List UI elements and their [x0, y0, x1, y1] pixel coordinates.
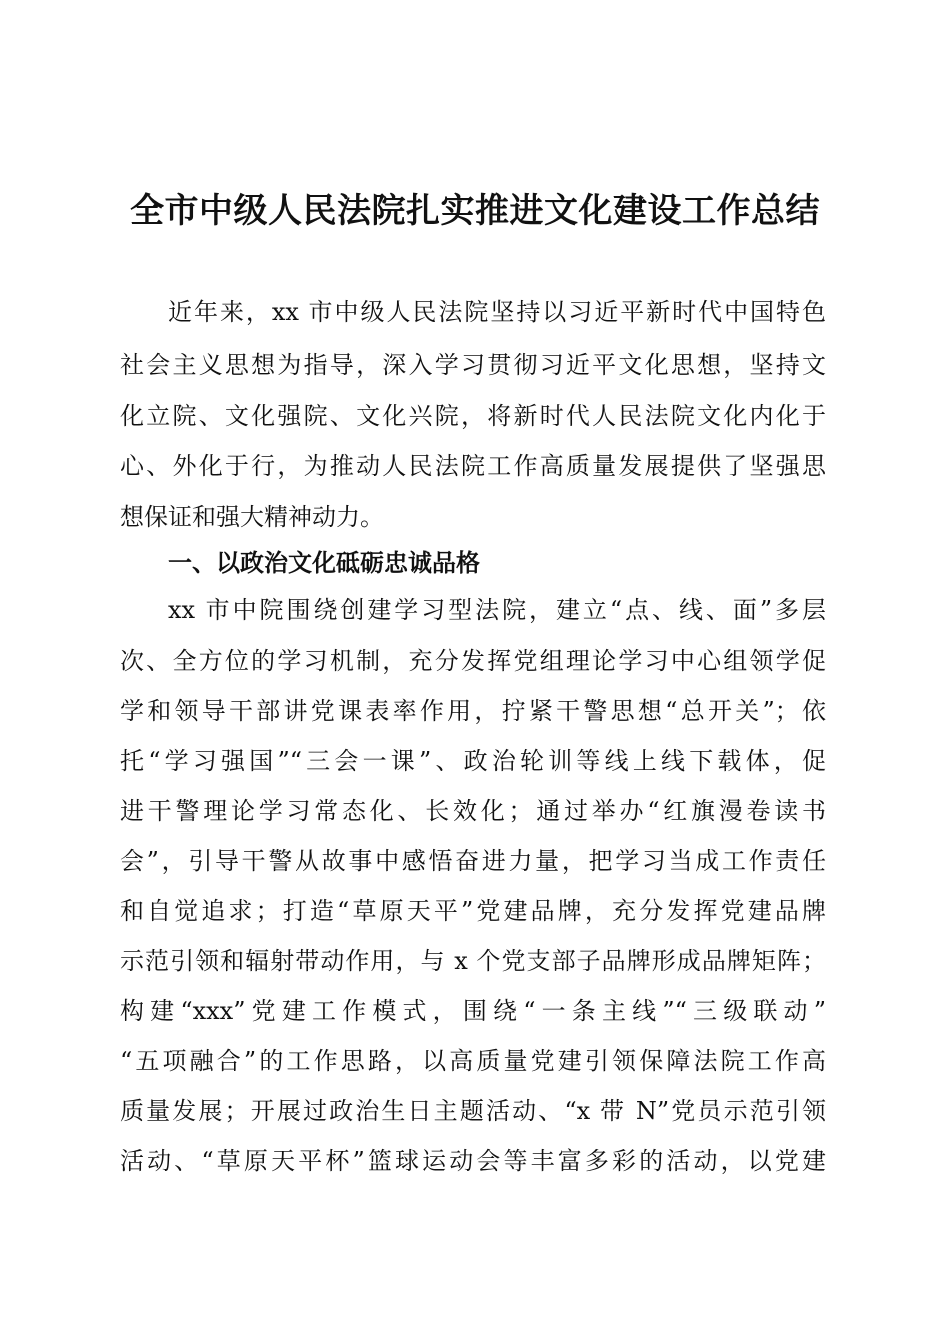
- document-title: 全市中级人民法院扎实推进文化建设工作总结: [130, 191, 820, 231]
- body-line: 示范引领和辐射带动作用，与 x 个党支部子品牌形成品牌矩阵；: [120, 947, 826, 975]
- body-line: 次、全方位的学习机制，充分发挥党组理论学习中心组领学促: [120, 647, 826, 675]
- body-line: 会”，引导干警从故事中感悟奋进力量，把学习当成工作责任: [120, 847, 826, 875]
- section-heading: 一、以政治文化砥砺忠诚品格: [168, 549, 480, 577]
- body-line: 质量发展；开展过政治生日主题活动、“x 带 N”党员示范引领: [120, 1097, 826, 1125]
- body-line: 托“学习强国”“三会一课”、政治轮训等线上线下载体，促: [120, 747, 826, 775]
- body-line: 和自觉追求；打造“草原天平”党建品牌，充分发挥党建品牌: [120, 897, 826, 925]
- intro-line: 心、外化于行，为推动人民法院工作高质量发展提供了坚强思: [120, 452, 826, 480]
- body-line: “五项融合”的工作思路，以高质量党建引领保障法院工作高: [120, 1047, 826, 1075]
- body-line: 活动、“草原天平杯”篮球运动会等丰富多彩的活动，以党建: [120, 1147, 826, 1175]
- intro-line: 近年来，xx 市中级人民法院坚持以习近平新时代中国特色: [168, 298, 826, 326]
- body-line: 构建“xxx”党建工作模式，围绕“一条主线”“三级联动”: [120, 997, 826, 1025]
- body-line: 学和领导干部讲党课表率作用，拧紧干警思想“总开关”；依: [120, 697, 826, 725]
- body-line: 进干警理论学习常态化、长效化；通过举办“红旗漫卷读书: [120, 797, 826, 825]
- intro-line: 化立院、文化强院、文化兴院，将新时代人民法院文化内化于: [120, 402, 826, 430]
- intro-line: 想保证和强大精神动力。: [120, 503, 384, 531]
- intro-line: 社会主义思想为指导，深入学习贯彻习近平文化思想，坚持文: [120, 351, 826, 379]
- body-line: xx 市中院围绕创建学习型法院，建立“点、线、面”多层: [168, 596, 826, 624]
